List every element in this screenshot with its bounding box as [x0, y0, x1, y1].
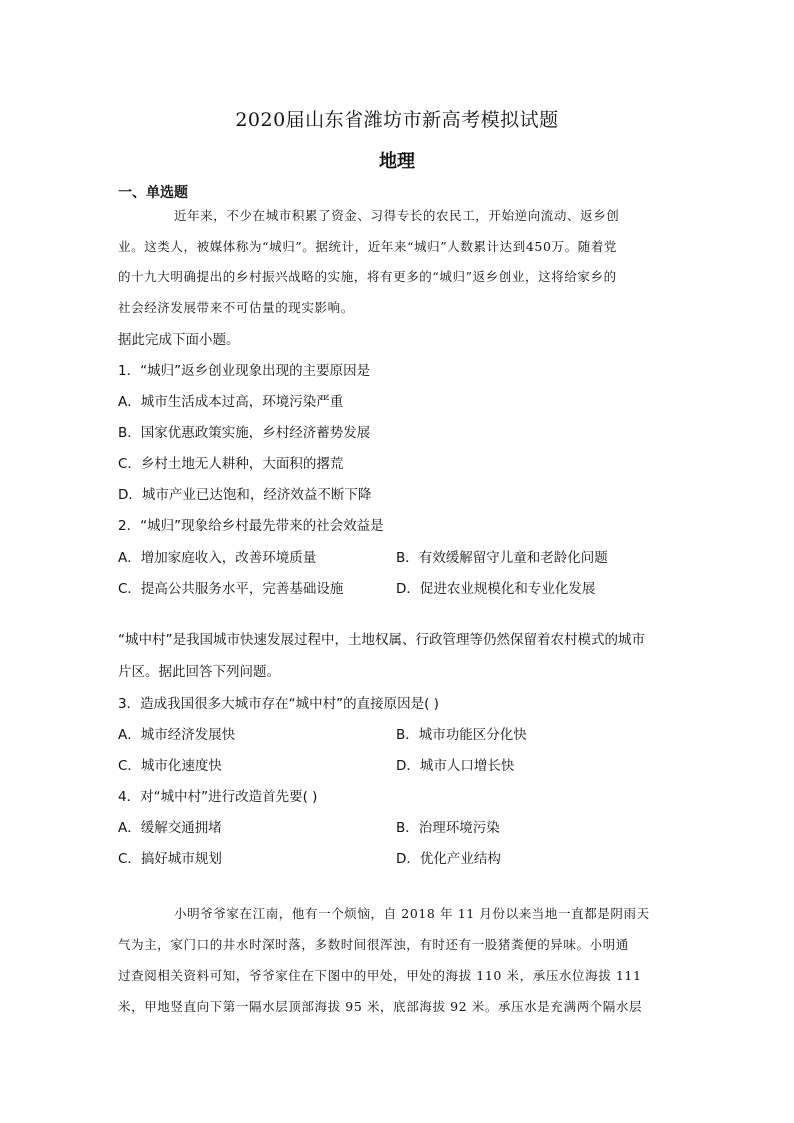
passage3-line: 气为主，家门口的井水时深时落，多数时间很浑浊，有时还有一股猪粪便的异味。小明通 — [118, 937, 629, 952]
exam-title: 2020届山东省潍坊市新高考模拟试题 — [235, 109, 559, 131]
passage1-line: 业。这类人，被媒体称为“城归”。据统计，近年来“城归”人数累计达到450万。随着党 — [118, 239, 618, 254]
q4-option-c[interactable]: C．搞好城市规划 — [118, 851, 222, 867]
subject-title: 地理 — [379, 151, 415, 172]
q3-option-b[interactable]: B．城市功能区分化快 — [396, 727, 527, 743]
q2-option-d[interactable]: D．促进农业规模化和专业化发展 — [396, 581, 596, 597]
passage2-line: “城中村”是我国城市快速发展过程中，土地权属、行政管理等仍然保留着农村模式的城市 — [118, 632, 645, 648]
passage1-line: 的十九大明确提出的乡村振兴战略的实施，将有更多的“城归”返乡创业，这将给家乡的 — [118, 269, 617, 284]
q3-option-d[interactable]: D．城市人口增长快 — [396, 758, 515, 774]
q4-option-b[interactable]: B．治理环境污染 — [396, 820, 500, 836]
q3-option-c[interactable]: C．城市化速度快 — [118, 758, 222, 774]
q1-option-d[interactable]: D．城市产业已达饱和，经济效益不断下降 — [118, 487, 372, 503]
section-heading: 一、单选题 — [118, 185, 188, 201]
question-2-stem: 2．“城归”现象给乡村最先带来的社会效益是 — [118, 518, 384, 534]
passage3-line: 米，甲地竖直向下第一隔水层顶部海拔 95 米，底部海拔 92 米。承压水是充满两个隔水层 — [118, 999, 643, 1014]
instruction: 据此完成下面小题。 — [118, 332, 240, 348]
passage3-line: 过查阅相关资料可知，爷爷家住在下图中的甲处，甲处的海拔 110 米，承压水位海拔 111 — [118, 968, 642, 983]
q1-option-b[interactable]: B．国家优惠政策实施，乡村经济蓄势发展 — [118, 425, 371, 441]
q2-option-b[interactable]: B．有效缓解留守儿童和老龄化问题 — [396, 550, 608, 566]
passage1-line: 近年来，不少在城市积累了资金、习得专长的农民工，开始逆向流动、返乡创 — [174, 208, 620, 223]
question-4-stem: 4．对“城中村”进行改造首先要( ) — [118, 789, 318, 805]
passage3-line: 小明爷爷家在江南，他有一个烦恼，自 2018 年 11 月份以来当地一直都是阴雨天 — [174, 906, 650, 921]
question-1-stem: 1．“城归”返乡创业现象出现的主要原因是 — [118, 363, 371, 379]
q3-option-a[interactable]: A．城市经济发展快 — [118, 727, 236, 743]
q1-option-a[interactable]: A．城市生活成本过高，环境污染严重 — [118, 394, 344, 410]
q2-option-c[interactable]: C．提高公共服务水平，完善基础设施 — [118, 581, 344, 597]
q4-option-a[interactable]: A．缓解交通拥堵 — [118, 820, 222, 836]
q4-option-d[interactable]: D．优化产业结构 — [396, 851, 501, 867]
q1-option-c[interactable]: C．乡村土地无人耕种，大面积的撂荒 — [118, 456, 344, 472]
passage2-line: 片区。据此回答下列问题。 — [118, 664, 280, 680]
question-3-stem: 3．造成我国很多大城市存在“城中村”的直接原因是( ) — [118, 696, 439, 712]
q2-option-a[interactable]: A．增加家庭收入，改善环境质量 — [118, 550, 317, 566]
passage1-line: 社会经济发展带来不可估量的现实影响。 — [118, 300, 354, 315]
